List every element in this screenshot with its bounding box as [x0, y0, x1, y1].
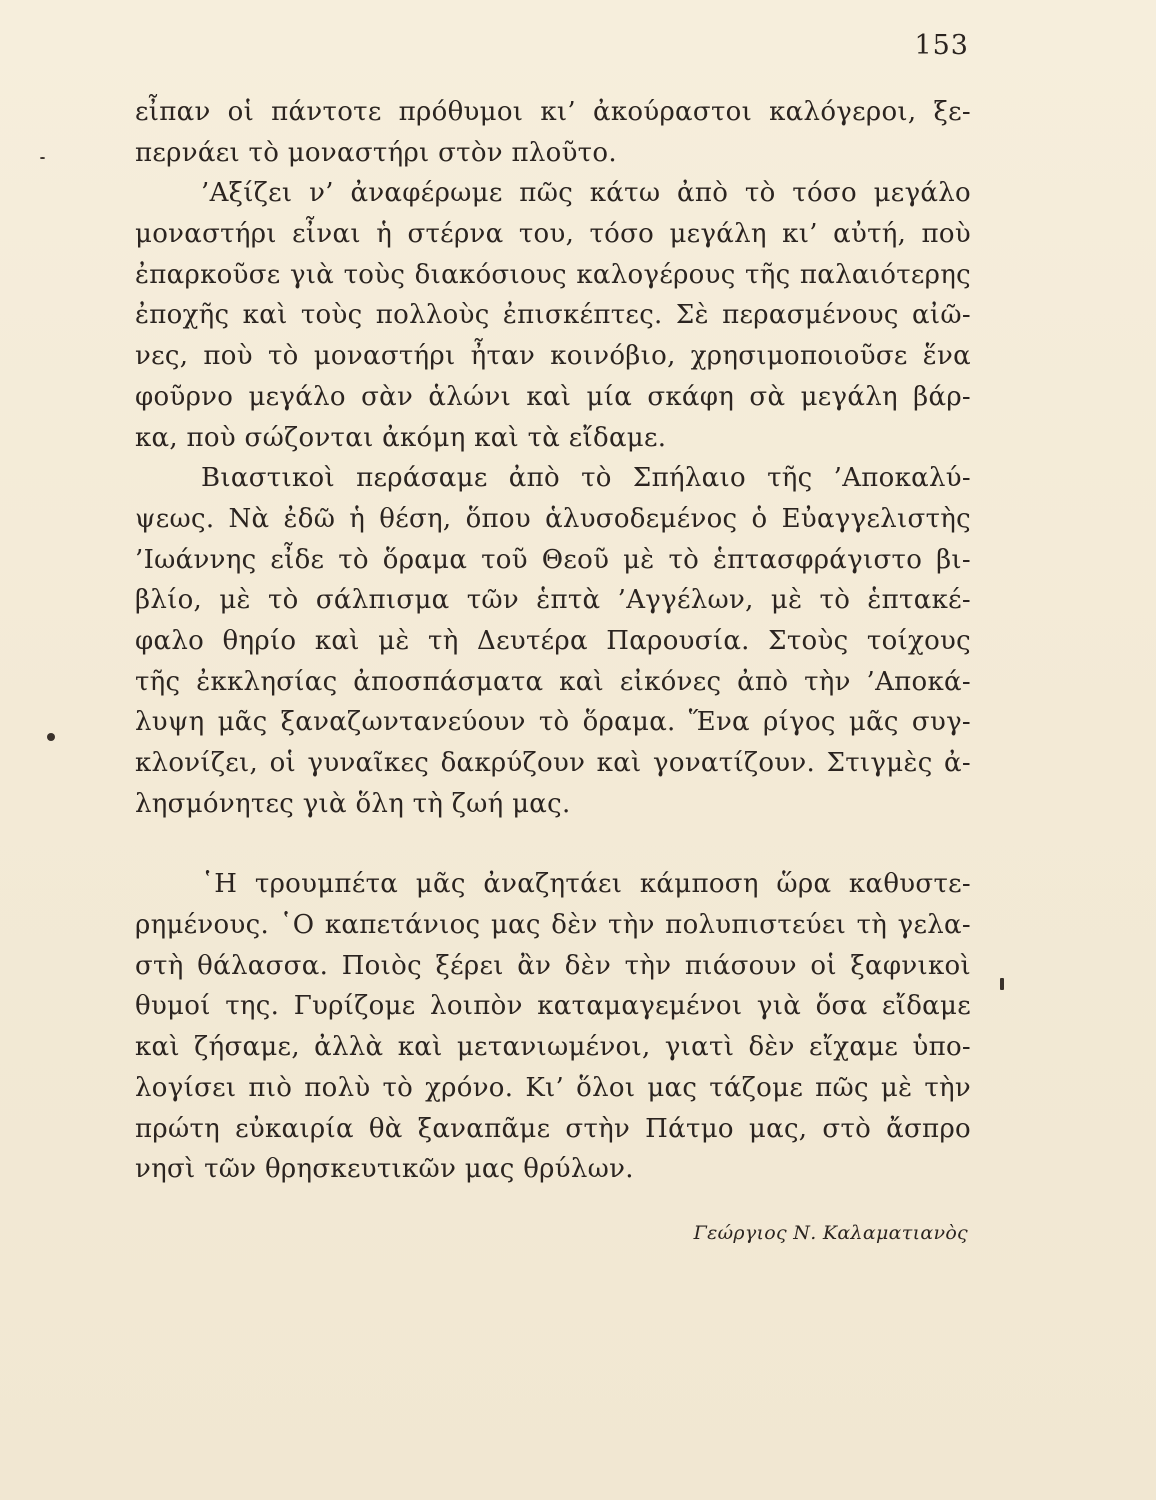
text-line: κα, ποὺ σώζονται ἀκόμη καὶ τὰ εἴδαμε. — [135, 422, 667, 453]
text-line: ρημένους. ῾Ο καπετάνιος μας δὲν τὴν πολυπιστεύει τὴ γελα- — [135, 910, 971, 941]
text-line: τῆς ἐκκλησίας ἀποσπάσματα καὶ εἰκόνες ἀπὸ τὴν ’Αποκά- — [135, 666, 971, 697]
text-line: λησμόνητες γιὰ ὅλη τὴ ζωή μας. — [135, 788, 571, 819]
text-line: βλίο, μὲ τὸ σάλπισμα τῶν ἑπτὰ ’Αγγέλων, μὲ τὸ ἑπτακέ- — [135, 585, 971, 616]
text-line: εἶπαν οἱ πάντοτε πρόθυμοι κι’ ἀκούραστοι καλόγεροι, ξε- — [135, 97, 971, 127]
text-line: πρώτη εὐκαιρία θὰ ξαναπᾶμε στὴν Πάτμο μας, στὸ ἄσπρο — [135, 1113, 971, 1144]
text-line: φοῦρνο μεγάλο σὰν ἁλώνι καὶ μία σκάφη σὰ μεγάλη βάρ- — [135, 381, 971, 412]
text-line: λογίσει πιὸ πολὺ τὸ χρόνο. Κι’ ὅλοι μας τάζομε πῶς μὲ τὴν — [135, 1072, 971, 1103]
scan-speck — [47, 733, 55, 741]
paragraph-gap — [135, 824, 971, 864]
text-line: νησὶ τῶν θρησκευτικῶν μας θρύλων. — [135, 1154, 634, 1185]
body-text — [135, 92, 971, 1190]
text-line: περνάει τὸ μοναστήρι στὸν πλοῦτο. — [135, 137, 617, 168]
text-line: φαλο θηρίο καὶ μὲ τὴ Δευτέρα Παρουσία. Στοὺς τοίχους — [135, 625, 971, 656]
text-line: ἐπαρκοῦσε γιὰ τοὺς διακόσιους καλογέρους τῆς παλαιότερης — [135, 259, 971, 290]
text-line: ψεως. Νὰ ἐδῶ ἡ θέση, ὅπου ἁλυσοδεμένος ὁ Εὐαγγελιστὴς — [135, 503, 971, 534]
text-line: στὴ θάλασσα. Ποιὸς ξέρει ἂν δὲν τὴν πιάσουν οἱ ξαφνικοὶ — [135, 950, 971, 981]
text-line: καὶ ζήσαμε, ἀλλὰ καὶ μετανιωμένοι, γιατὶ δὲν εἴχαμε ὑπο- — [135, 1032, 971, 1063]
text-line: λυψη μᾶς ξαναζωντανεύουν τὸ ὅραμα. Ἕνα ρίγος μᾶς συγ- — [135, 707, 971, 738]
text-line: ἐποχῆς καὶ τοὺς πολλοὺς ἐπισκέπτες. Σὲ περασμένους αἰῶ- — [135, 300, 971, 331]
text-line: Βιαστικοὶ περάσαμε ἀπὸ τὸ Σπήλαιο τῆς ’Αποκαλύ- — [201, 463, 971, 494]
text-line: ῾Η τρουμπέτα μᾶς ἀναζητάει κάμποση ὥρα καθυστε- — [201, 869, 971, 900]
text-line: μοναστήρι εἶναι ἡ στέρνα του, τόσο μεγάλη κι’ αὐτή, ποὺ — [135, 219, 971, 250]
text-line: νες, ποὺ τὸ μοναστήρι ἦταν κοινόβιο, χρησιμοποιοῦσε ἕνα — [135, 341, 971, 372]
text-line: κλονίζει, οἱ γυναῖκες δακρύζουν καὶ γονατίζουν. Στιγμὲς ἀ- — [135, 748, 971, 778]
text-line: ’Ιωάννης εἶδε τὸ ὅραμα τοῦ Θεοῦ μὲ τὸ ἑπτασφράγιστο βι- — [135, 544, 971, 575]
page-number: 153 — [914, 30, 969, 61]
author-signature: Γεώργιος Ν. Καλαματιανὸς — [693, 1222, 968, 1244]
text-line: θυμοί της. Γυρίζομε λοιπὸν καταμαγεμένοι γιὰ ὅσα εἴδαμε — [135, 991, 971, 1022]
scan-speck — [40, 157, 45, 159]
text-line: ’Αξίζει ν’ ἀναφέρωμε πῶς κάτω ἀπὸ τὸ τόσο μεγάλο — [201, 178, 971, 209]
scan-speck — [1000, 978, 1004, 990]
